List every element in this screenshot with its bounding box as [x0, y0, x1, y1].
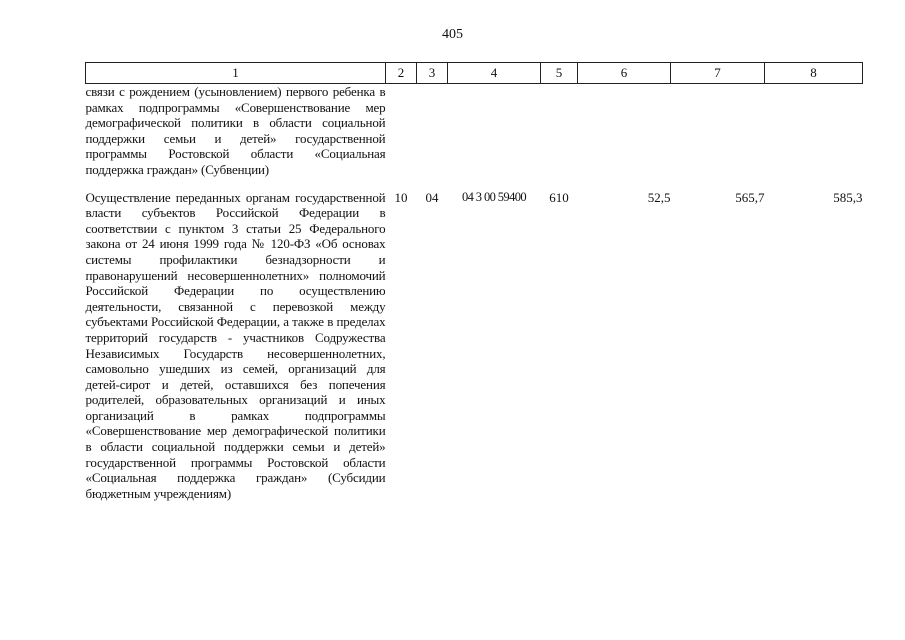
cell-expense-type: 610: [549, 189, 569, 205]
header-col-5: 5: [541, 63, 578, 84]
header-col-4: 4: [448, 63, 541, 84]
budget-table: [85, 62, 863, 501]
header-col-2: 2: [386, 63, 417, 84]
table-header: [86, 63, 863, 84]
cell-amount-1: 52,5: [647, 189, 671, 205]
cell-amount-2: 565,7: [735, 189, 765, 205]
header-col-8: 8: [765, 63, 863, 84]
cell-amount-3: [765, 84, 863, 184]
cell-expense-type: [541, 84, 578, 184]
header-col-7: 7: [671, 63, 765, 84]
row-description: Осуществление переданных органам государственной власти субъектов Российской Федерации в соответствии с пунктом 3 статьи 25 Федерального закона от 24 июня 1999 года № 120-ФЗ «Об основах системы профилактики безнадзорности и правонарушений несовершеннолетних» полномочий Российской Федерации по осуществлению деятельности, связанной с перевозкой между субъектами Российской Федерации, а также в пределах территорий государств - участников Содружества Независимых Государств несовершеннолетних, самовольно ушедших из семей, организаций для детей-сирот и детей, оставшихся без попечения родителей, образовательных организаций и иных организаций в рамках подпрограммы «Совершенствование мер демографической политики в области социальной поддержки семьи и детей» государственной программы Ростовской области «Социальная поддержка граждан» (Субсидии бюджетным учреждениям): [85, 189, 386, 501]
page-number: 405: [442, 27, 463, 42]
header-col-1: 1: [86, 63, 386, 84]
cell-target-code: 04 3 00 59400: [461, 189, 527, 204]
header-col-6: 6: [578, 63, 671, 84]
header-col-3: 3: [417, 63, 448, 84]
cell-section: [386, 84, 417, 184]
cell-amount-2: [671, 84, 765, 184]
header-row: [86, 63, 863, 84]
table-row: [86, 184, 863, 502]
cell-subsection: 04: [425, 189, 439, 205]
cell-section: 10: [394, 189, 408, 205]
cell-amount-3: 585,3: [833, 189, 863, 205]
row-description: связи с рождением (усыновлением) первого ребенка в рамках подпрограммы «Совершенствование мер демографической политики в области социальной поддержки семьи и детей» государственной программы Ростовской области «Социальная поддержка граждан» (Субвенции): [85, 84, 386, 177]
cell-subsection: [417, 84, 448, 184]
table-row: [86, 84, 863, 184]
cell-amount-1: [578, 84, 671, 184]
cell-target-code: [448, 84, 541, 184]
